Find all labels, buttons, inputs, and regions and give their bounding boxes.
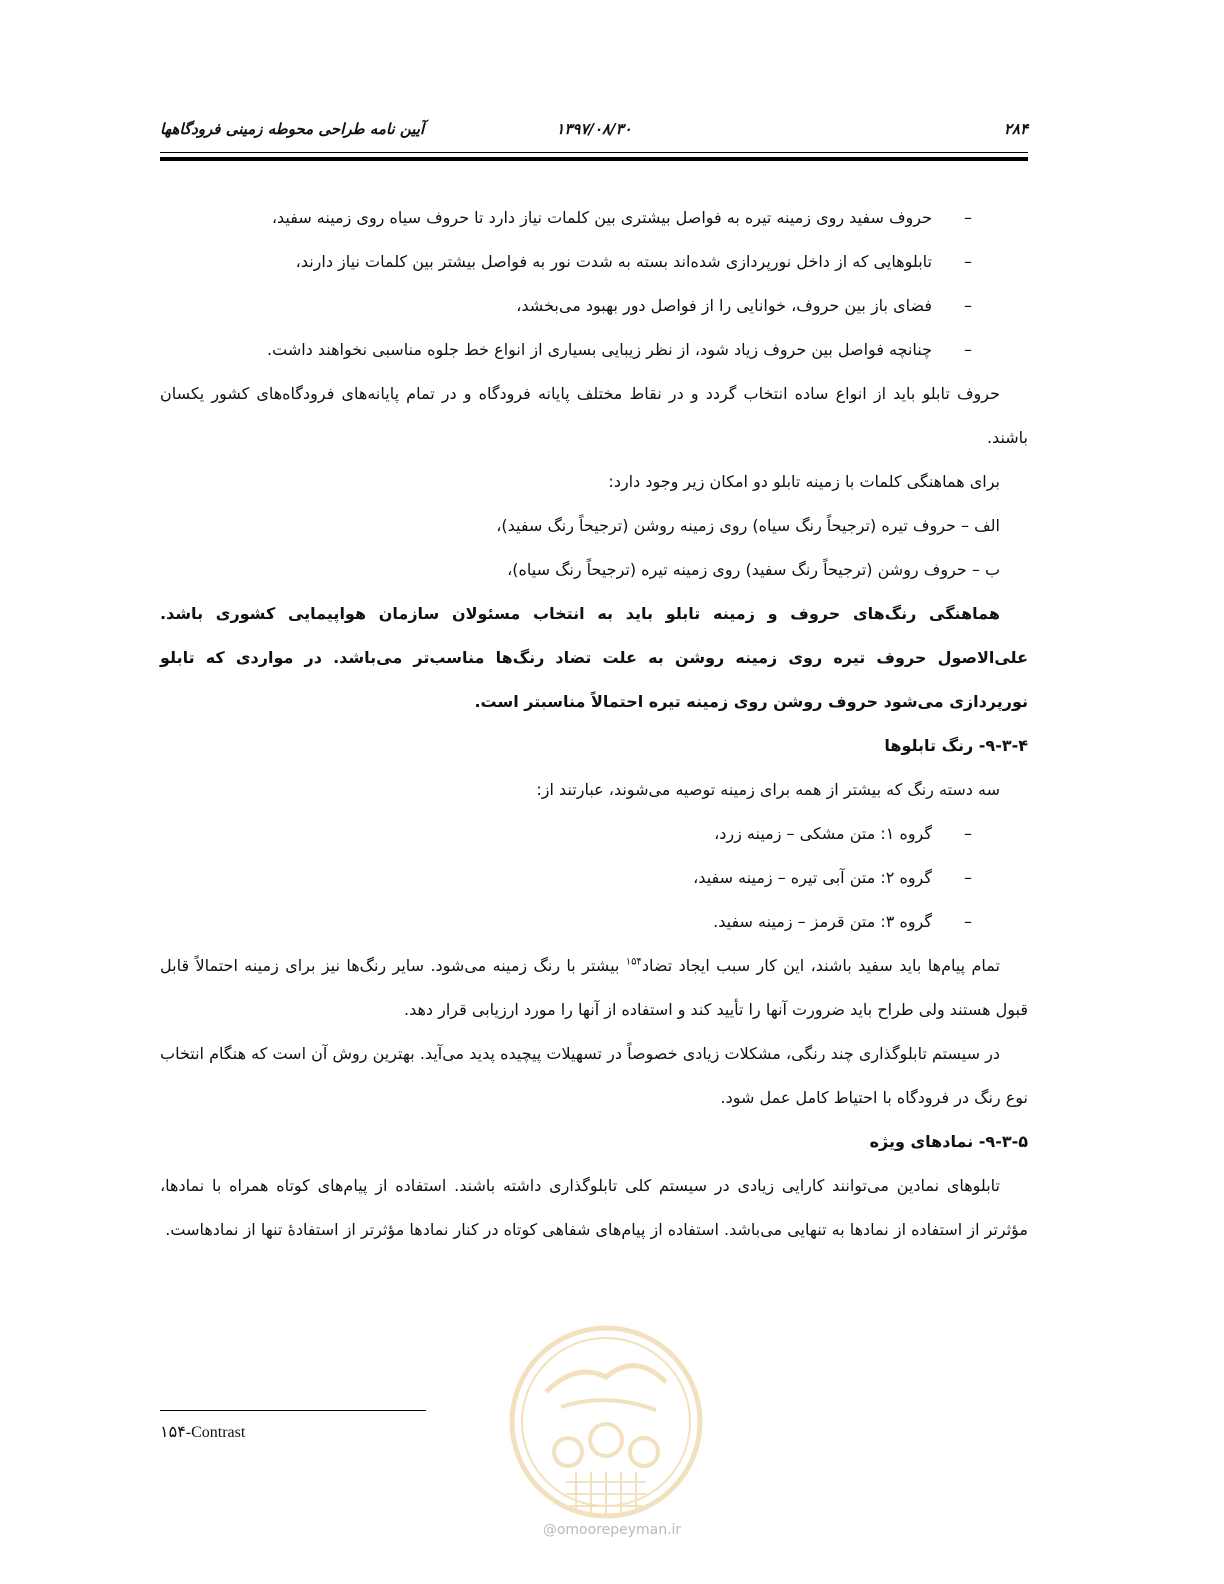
seal-watermark-icon [506,1322,706,1522]
main-content [160,196,1028,1252]
header-rule-thin [160,152,1028,153]
header-title: آیین نامه طراحی محوطه زمینی فرودگاهها [160,120,425,138]
paragraph: حروف تابلو باید از انواع ساده انتخاب گردد و در نقاط مختلف پایانه فرودگاه و در تمام پایانه‌های فرودگاه‌های کشور یکسان باشند. [160,384,1028,447]
paragraph: برای هماهنگی کلمات با زمینه تابلو دو امکان زیر وجود دارد: [608,472,1000,491]
paragraph [160,944,1028,1032]
paragraph: سه دسته رنگ که بیشتر از همه برای زمینه توصیه می‌شوند، عبارتند از: [536,780,1000,799]
section-heading: ۹-۳-۴- رنگ تابلوها [884,736,1028,755]
dash-marker: – [964,868,972,887]
dash-marker: – [964,296,972,315]
header-rule-thick [160,157,1028,161]
list-item-text: حروف سفید روی زمینه تیره به فواصل بیشتری بین کلمات نیاز دارد تا حروف سیاه روی زمینه سفید، [271,208,932,227]
list-item-text: گروه ۱: متن مشکی – زمینه زرد، [714,824,932,843]
list-item-text: گروه ۲: متن آبی تیره – زمینه سفید، [693,868,932,887]
dash-marker: – [964,912,972,931]
list-item [160,196,1028,240]
paragraph: تابلوهای نمادین می‌توانند کارایی زیادی در سیستم کلی تابلوگذاری داشته باشند. استفاده از پیام‌های کوتاه همراه با نمادها، مؤثرتر از استفاده از نمادها به تنهایی می‌باشد. استفاده از پیام‌های شفاهی کوتاه در کنار نمادها مؤثرتر از استفادهٔ تنها از نمادهاست. [160,1176,1028,1239]
list-item [160,240,1028,284]
option-b: ب – حروف روشن (ترجیحاً رنگ سفید) روی زمینه تیره (ترجیحاً رنگ سیاه)، [507,560,1000,579]
option-a: الف – حروف تیره (ترجیحاً رنگ سیاه) روی زمینه روشن (ترجیحاً رنگ سفید)، [496,516,1000,535]
page-header [160,120,1028,146]
dash-marker: – [964,824,972,843]
footnote: ۱۵۴-Contrast [160,1424,246,1441]
list-item-text: چنانچه فواصل بین حروف زیاد شود، از نظر زیبایی بسیاری از انواع خط جلوه مناسبی نخواهند داشت. [267,340,932,359]
paragraph: در سیستم تابلوگذاری چند رنگی، مشکلات زیادی خصوصاً در تسهیلات پیچیده پدید می‌آید. بهترین روش آن است که هنگام انتخاب نوع رنگ در فرودگاه با احتیاط کامل عمل شود. [160,1044,1028,1107]
list-item [160,812,1028,856]
bold-paragraph: هماهنگی رنگ‌های حروف و زمینه تابلو باید به انتخاب مسئولان سازمان هواپیمایی کشوری باشد. علی‌الاصول حروف تیره روی زمینه روشن به علت تضاد رنگ‌ها مناسب‌تر می‌باشد. در مواردی که تابلو نورپردازی می‌شود حروف روشن روی زمینه تیره احتمالاً مناسبتر است. [160,604,1028,711]
list-item-text: تابلوهایی که از داخل نورپردازی شده‌اند بسته به شدت نور به فواصل بیشتر بین کلمات نیاز دارند، [295,252,932,271]
paragraph-text: تمام پیام‌ها باید سفید باشند، این کار سبب ایجاد تضاد [641,956,1000,975]
list-item [160,900,1028,944]
list-item-text: گروه ۳: متن قرمز – زمینه سفید. [713,912,932,931]
list-item [160,856,1028,900]
page-number: ۲۸۴ [1003,120,1028,138]
list-item [160,328,1028,372]
list-item-text: فضای باز بین حروف، خوانایی را از فواصل دور بهبود می‌بخشد، [516,296,932,315]
footnote-ref[interactable]: ۱۵۴ [625,956,642,968]
header-date: ۱۳۹۷/۰۸/۳۰ [556,120,632,138]
section-heading: ۹-۳-۵- نمادهای ویژه [869,1132,1028,1151]
footnote-rule [160,1410,426,1411]
dash-marker: – [964,252,972,271]
dash-marker: – [964,208,972,227]
dash-marker: – [964,340,972,359]
paragraph-text: بیشتر با رنگ زمینه می‌شود. سایر رنگ‌ها نیز برای زمینه احتمالاً قابل قبول هستند ولی طراح باید ضرورت آنها را تأیید کند و استفاده از آنها را مورد ارزیابی قرار دهد. [160,956,1028,1019]
list-item [160,284,1028,328]
website-watermark: @omoorepeyman.ir [542,1522,682,1538]
